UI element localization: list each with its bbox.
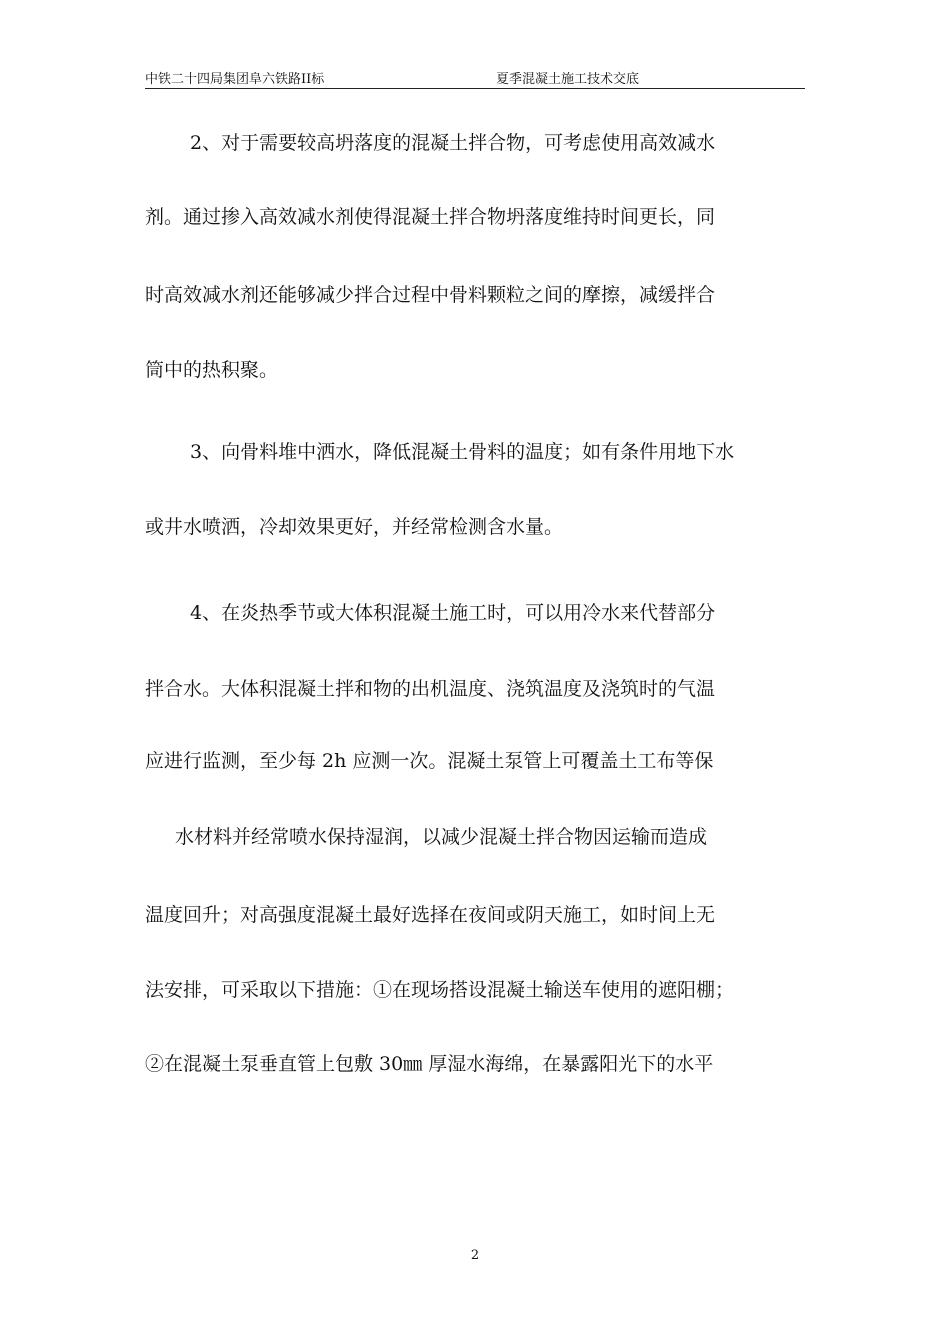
text-line: 4、在炎热季节或大体积混凝土施工时，可以用冷水来代替部分 [190,602,716,624]
page-header [145,66,805,89]
text-line: 时高效减水剂还能够减少拌合过程中骨料颗粒之间的摩擦，减缓拌合 [145,284,716,306]
text-line: 剂。通过掺入高效减水剂使得混凝土拌合物坍落度维持时间更长，同 [145,206,716,228]
page-number: 2 [470,1248,480,1263]
text-line: 拌合水。大体积混凝土拌和物的出机温度、浇筑温度及浇筑时的气温 [145,678,716,700]
text-line: ②在混凝土泵垂直管上包敷 30㎜ 厚湿水海绵，在暴露阳光下的水平 [145,1053,714,1075]
text-line: 2、对于需要较高坍落度的混凝土拌合物，可考虑使用高效减水 [190,132,716,154]
text-line: 温度回升；对高强度混凝土最好选择在夜间或阴天施工，如时间上无 [145,904,716,926]
text-line: 应进行监测，至少每 2h 应测一次。混凝土泵管上可覆盖土工布等保 [145,750,714,772]
text-line: 筒中的热积聚。 [145,359,279,381]
text-line: 水材料并经常喷水保持湿润，以减少混凝土拌合物因运输而造成 [175,826,708,848]
text-line: 法安排，可采取以下措施：①在现场搭设混凝土输送车使用的遮阳棚； [145,979,735,1001]
text-line: 3、向骨料堆中洒水，降低混凝土骨料的温度；如有条件用地下水 [190,441,735,463]
header-company: 中铁二十四局集团阜六铁路II标 [145,72,325,87]
text-line: 或井水喷洒，冷却效果更好，并经常检测含水量。 [145,516,564,538]
header-document-title: 夏季混凝土施工技术交底 [496,72,640,87]
